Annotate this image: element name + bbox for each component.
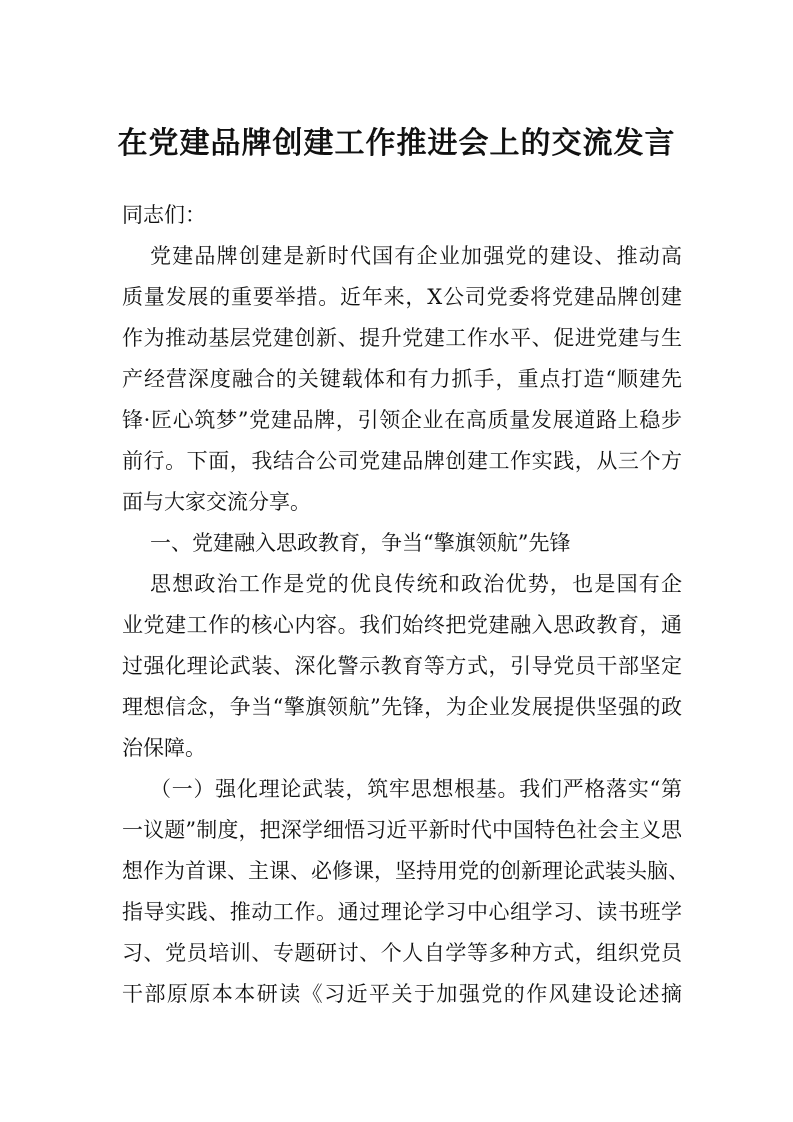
paragraph-2-line-5: 治保障。 <box>122 736 206 760</box>
paragraph-3-line-4: 指导实践、推动工作。通过理论学习中心组学习、读书班学 <box>122 900 682 924</box>
salutation: 同志们： <box>122 203 206 227</box>
paragraph-1-line-3: 作为推动基层党建创新、提升党建工作水平、促进党建与生 <box>122 326 682 350</box>
paragraph-1-line-2: 质量发展的重要举措。近年来，X公司党委将党建品牌创建 <box>122 285 682 309</box>
paragraph-1-line-5: 锋·匠心筑梦”党建品牌，引领企业在高质量发展道路上稳步 <box>122 408 682 432</box>
paragraph-3-line-5: 习、党员培训、专题研讨、个人自学等多种方式，组织党员 <box>122 941 682 965</box>
paragraph-3-line-6: 干部原原本本研读《习近平关于加强党的作风建设论述摘 <box>122 982 682 1006</box>
paragraph-1-line-4: 产经营深度融合的关键载体和有力抓手，重点打造“顺建先 <box>122 367 682 391</box>
paragraph-2-line-2: 业党建工作的核心内容。我们始终把党建融入思政教育，通 <box>122 613 682 637</box>
paragraph-3-line-1: （一）强化理论武装，筑牢思想根基。我们严格落实“第 <box>150 777 682 801</box>
paragraph-1-line-6: 前行。下面，我结合公司党建品牌创建工作实践，从三个方 <box>122 449 682 473</box>
paragraph-2-line-1: 思想政治工作是党的优良传统和政治优势，也是国有企 <box>150 572 682 596</box>
paragraph-1-line-1: 党建品牌创建是新时代国有企业加强党的建设、推动高 <box>150 244 682 268</box>
paragraph-3-line-2: 一议题”制度，把深学细悟习近平新时代中国特色社会主义思 <box>122 818 682 842</box>
paragraph-1-line-7: 面与大家交流分享。 <box>122 490 311 514</box>
section-heading-1: 一、党建融入思政教育，争当“擎旗领航”先锋 <box>150 531 571 555</box>
paragraph-2-line-4: 理想信念，争当“擎旗领航”先锋，为企业发展提供坚强的政 <box>122 695 682 719</box>
document-title: 在党建品牌创建工作推进会上的交流发言 <box>117 126 676 161</box>
paragraph-2-line-3: 过强化理论武装、深化警示教育等方式，引导党员干部坚定 <box>122 654 682 678</box>
paragraph-3-line-3: 想作为首课、主课、必修课，坚持用党的创新理论武装头脑、 <box>122 859 689 883</box>
